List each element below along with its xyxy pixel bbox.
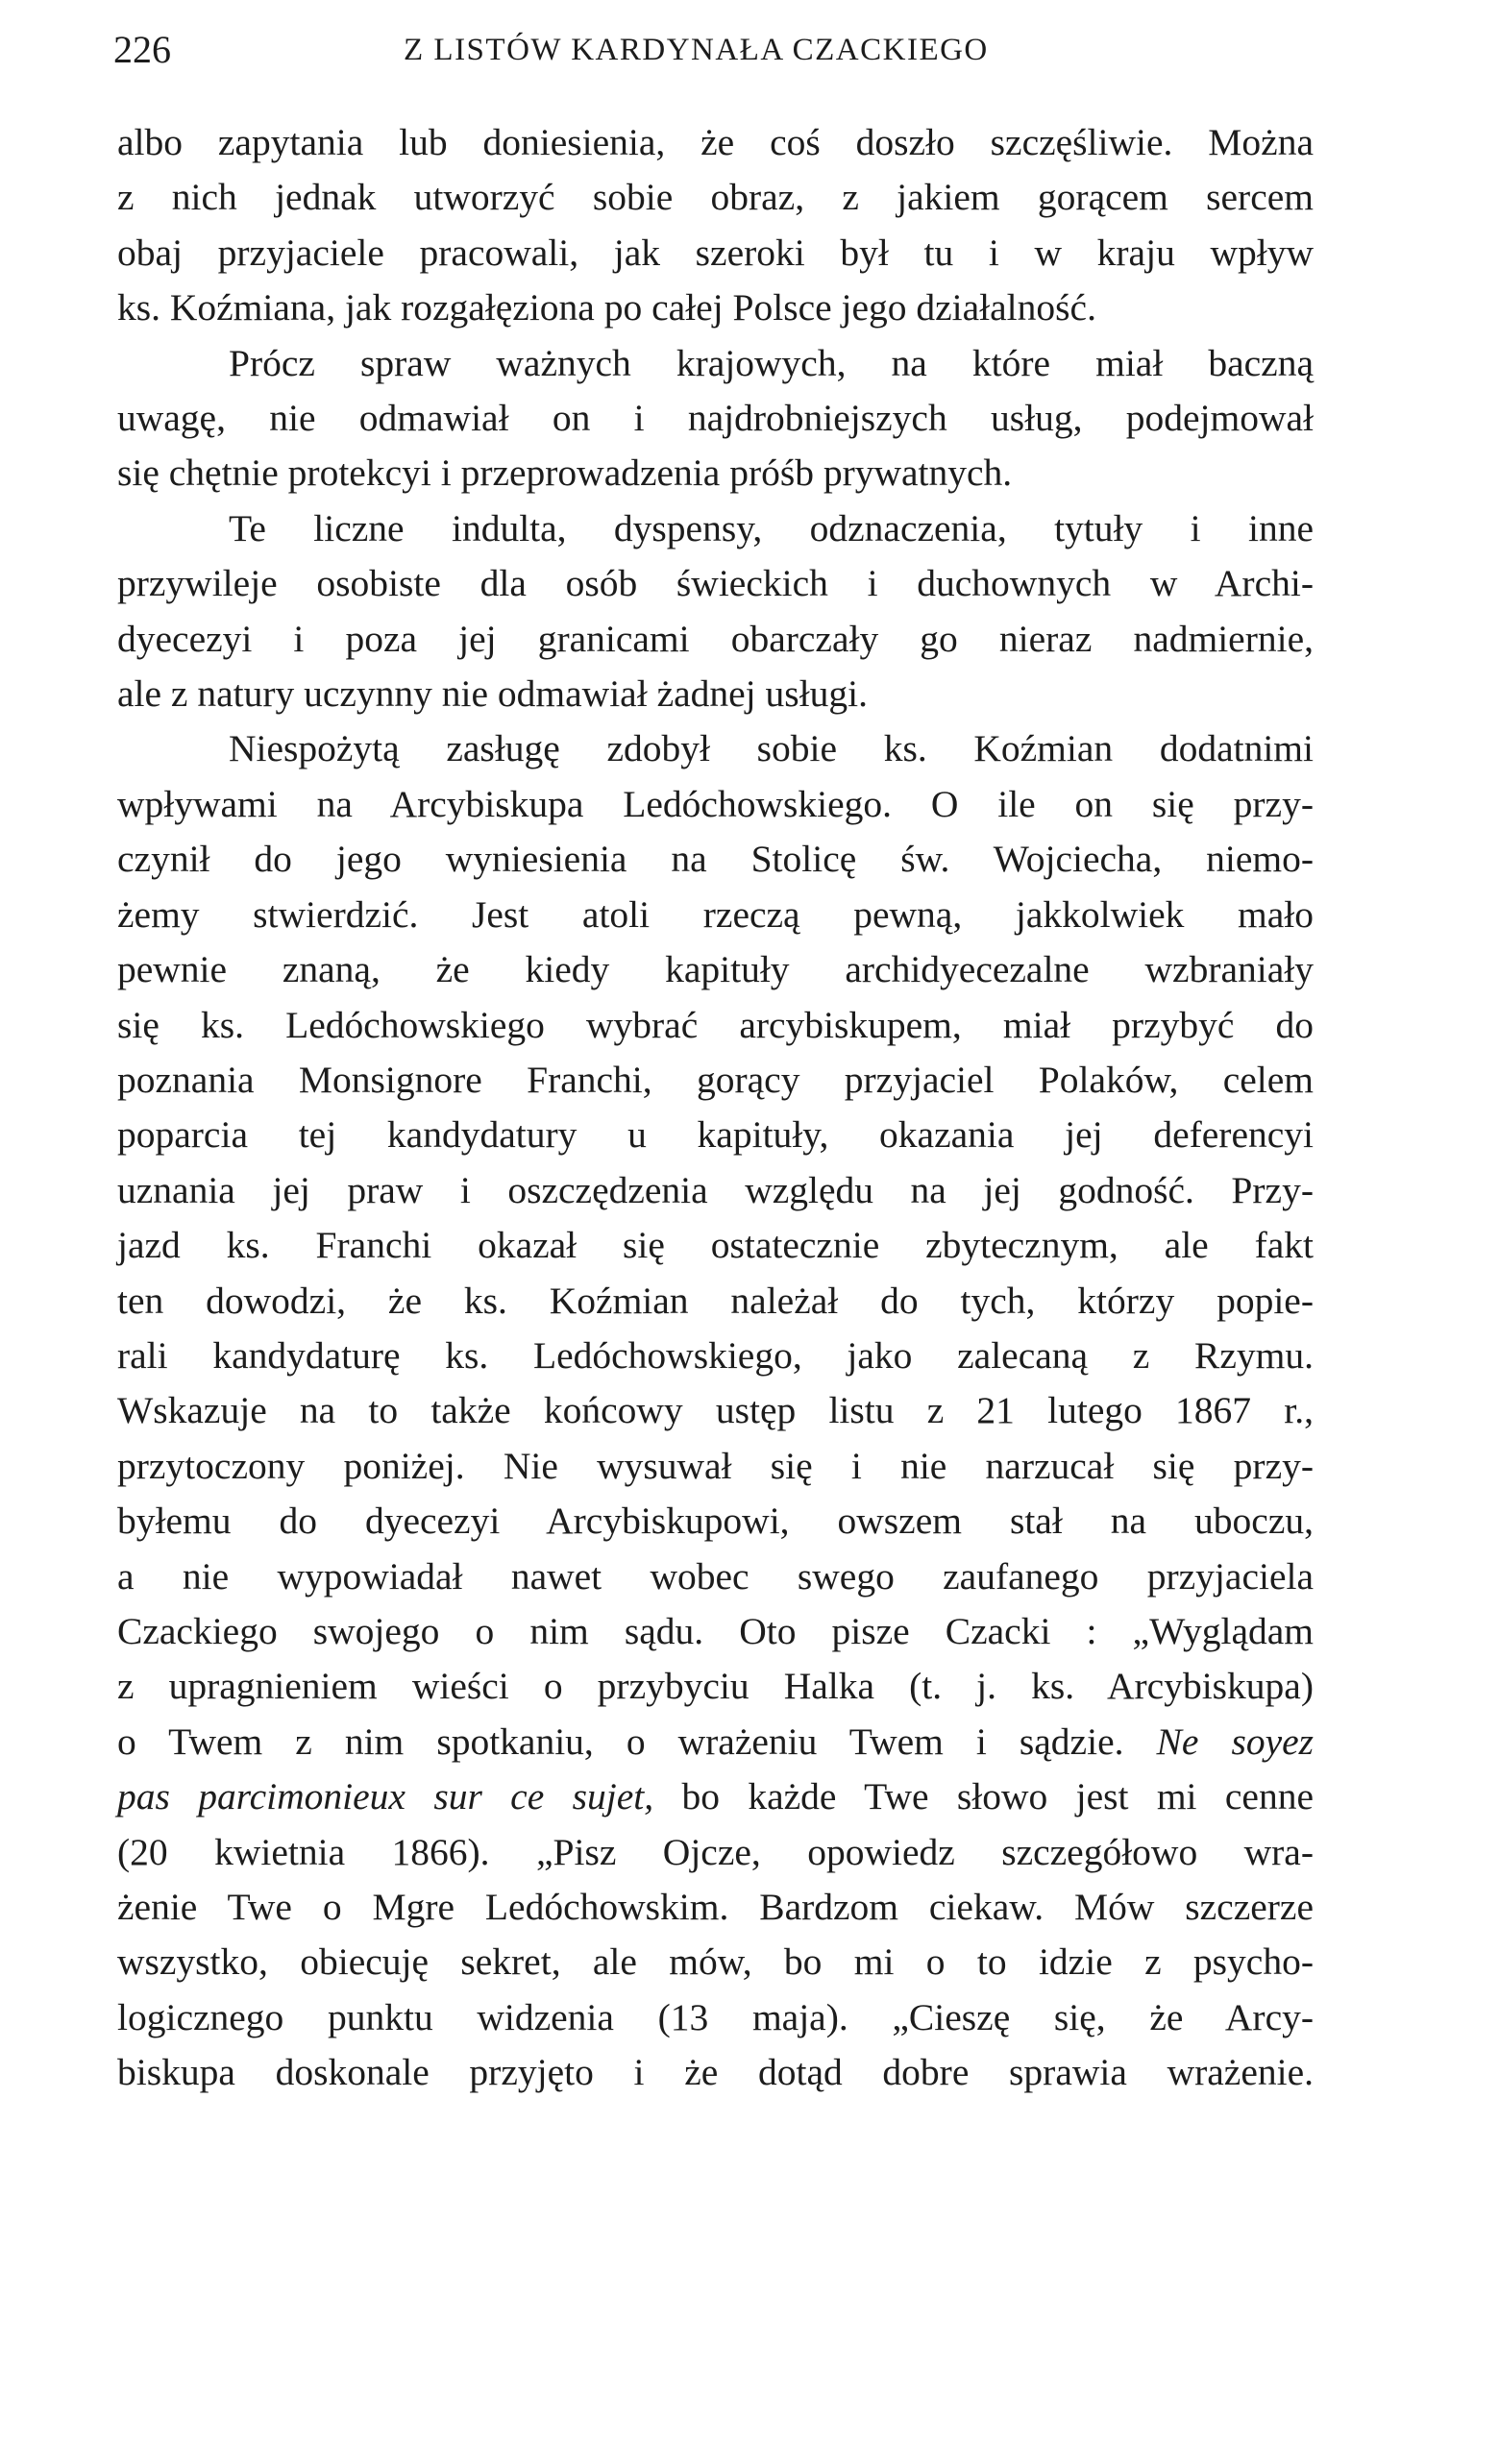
text-line: pewnie znaną, że kiedy kapituły archidyecezalne wzbraniały: [117, 948, 1314, 991]
text-line: biskupa doskonale przyjęto i że dotąd dobre sprawia wrażenie.: [117, 2051, 1314, 2094]
paragraph-1: [117, 115, 1314, 336]
text-line: ale z natury uczynny nie odmawiał żadnej usługi.: [117, 672, 868, 716]
italic-phrase: Ne soyez: [1156, 1720, 1315, 1763]
text-line: wszystko, obiecuję sekret, ale mów, bo mi o to idzie z psycho-: [117, 1940, 1314, 1984]
text-line: się chętnie protekcyi i przeprowadzenia próśb prywatnych.: [117, 451, 1013, 495]
text-line: z nich jednak utworzyć sobie obraz, z jakiem gorącem sercem: [117, 176, 1314, 219]
text-line: uznania jej praw i oszczędzenia względu na jej godność. Przy-: [117, 1168, 1314, 1211]
text-line: Te liczne indulta, dyspensy, odznaczenia, tytuły i inne: [229, 506, 1314, 549]
text-run: bo każde Twe słowo jest mi cenne: [681, 1775, 1314, 1818]
text-line: obaj przyjaciele pracowali, jak szeroki był tu i w kraju wpływ: [117, 231, 1314, 274]
text-line: przywileje osobiste dla osób świeckich i duchownych w Archi-: [117, 562, 1314, 605]
text-line: jazd ks. Franchi okazał się ostatecznie zbytecznym, ale fakt: [117, 1224, 1314, 1267]
text-line: Prócz spraw ważnych krajowych, na które miał baczną: [229, 341, 1314, 384]
text-line: przytoczony poniżej. Nie wysuwał się i nie narzucał się przy-: [117, 1444, 1314, 1487]
text-line: logicznego punktu widzenia (13 maja). „Cieszę się, że Arcy-: [117, 1995, 1314, 2038]
text-line: uwagę, nie odmawiał on i najdrobniejszych usług, podejmował: [117, 397, 1314, 440]
text-line: [117, 1715, 1314, 1769]
text-line: z upragnieniem wieści o przybyciu Halka (t. j. ks. Arcybiskupa): [117, 1665, 1314, 1708]
paragraph-4: [117, 721, 1314, 2100]
paragraph-2: [117, 336, 1314, 501]
text-run: o Twem z nim spotkaniu, o wrażeniu Twem i sądzie.: [117, 1720, 1124, 1763]
text-line: Niespożytą zasługę zdobył sobie ks. Koźmian dodatnimi: [229, 727, 1314, 770]
text-line: poparcia tej kandydatury u kapituły, okazania jej deferencyi: [117, 1113, 1314, 1157]
text-line: się ks. Ledóchowskiego wybrać arcybiskupem, miał przybyć do: [117, 1003, 1314, 1046]
page-number: 226: [113, 28, 171, 71]
body-text: [117, 115, 1314, 2101]
text-line: byłemu do dyecezyi Arcybiskupowi, owszem stał na uboczu,: [117, 1500, 1314, 1543]
italic-phrase: pas parcimonieux sur ce sujet,: [117, 1775, 654, 1818]
text-line: ten dowodzi, że ks. Koźmian należał do tych, którzy popie-: [117, 1279, 1314, 1322]
running-title: Z LISTÓW KARDYNAŁA CZACKIEGO: [404, 33, 989, 67]
text-line: czynił do jego wyniesienia na Stolicę św. Wojciecha, niemo-: [117, 838, 1314, 881]
text-line: ks. Koźmiana, jak rozgałęziona po całej Polsce jego działalność.: [117, 286, 1096, 329]
text-line: (20 kwietnia 1866). „Pisz Ojcze, opowiedz szczegółowo wra-: [117, 1830, 1314, 1873]
text-line: [117, 1769, 1314, 1824]
paragraph-3: [117, 501, 1314, 722]
text-line: Wskazuje na to także końcowy ustęp listu z 21 lutego 1867 r.,: [117, 1389, 1314, 1432]
text-line: wpływami na Arcybiskupa Ledóchowskiego. O ile on się przy-: [117, 782, 1314, 825]
text-line: rali kandydaturę ks. Ledóchowskiego, jako zalecaną z Rzymu.: [117, 1333, 1314, 1377]
text-line: Czackiego swojego o nim sądu. Oto pisze Czacki : „Wyglądam: [117, 1609, 1314, 1652]
text-line: albo zapytania lub doniesienia, że coś doszło szczęśliwie. Można: [117, 121, 1314, 163]
text-line: a nie wypowiadał nawet wobec swego zaufanego przyjaciela: [117, 1554, 1314, 1598]
text-line: poznania Monsignore Franchi, gorący przyjaciel Polaków, celem: [117, 1058, 1314, 1101]
text-line: żemy stwierdzić. Jest atoli rzeczą pewną, jakkolwiek mało: [117, 892, 1314, 936]
running-head: [0, 21, 1499, 79]
text-line: dyecezyi i poza jej granicami obarczały go nieraz nadmiernie,: [117, 617, 1314, 660]
text-line: żenie Twe o Mgre Ledóchowskim. Bardzom ciekaw. Mów szczerze: [117, 1886, 1314, 1928]
